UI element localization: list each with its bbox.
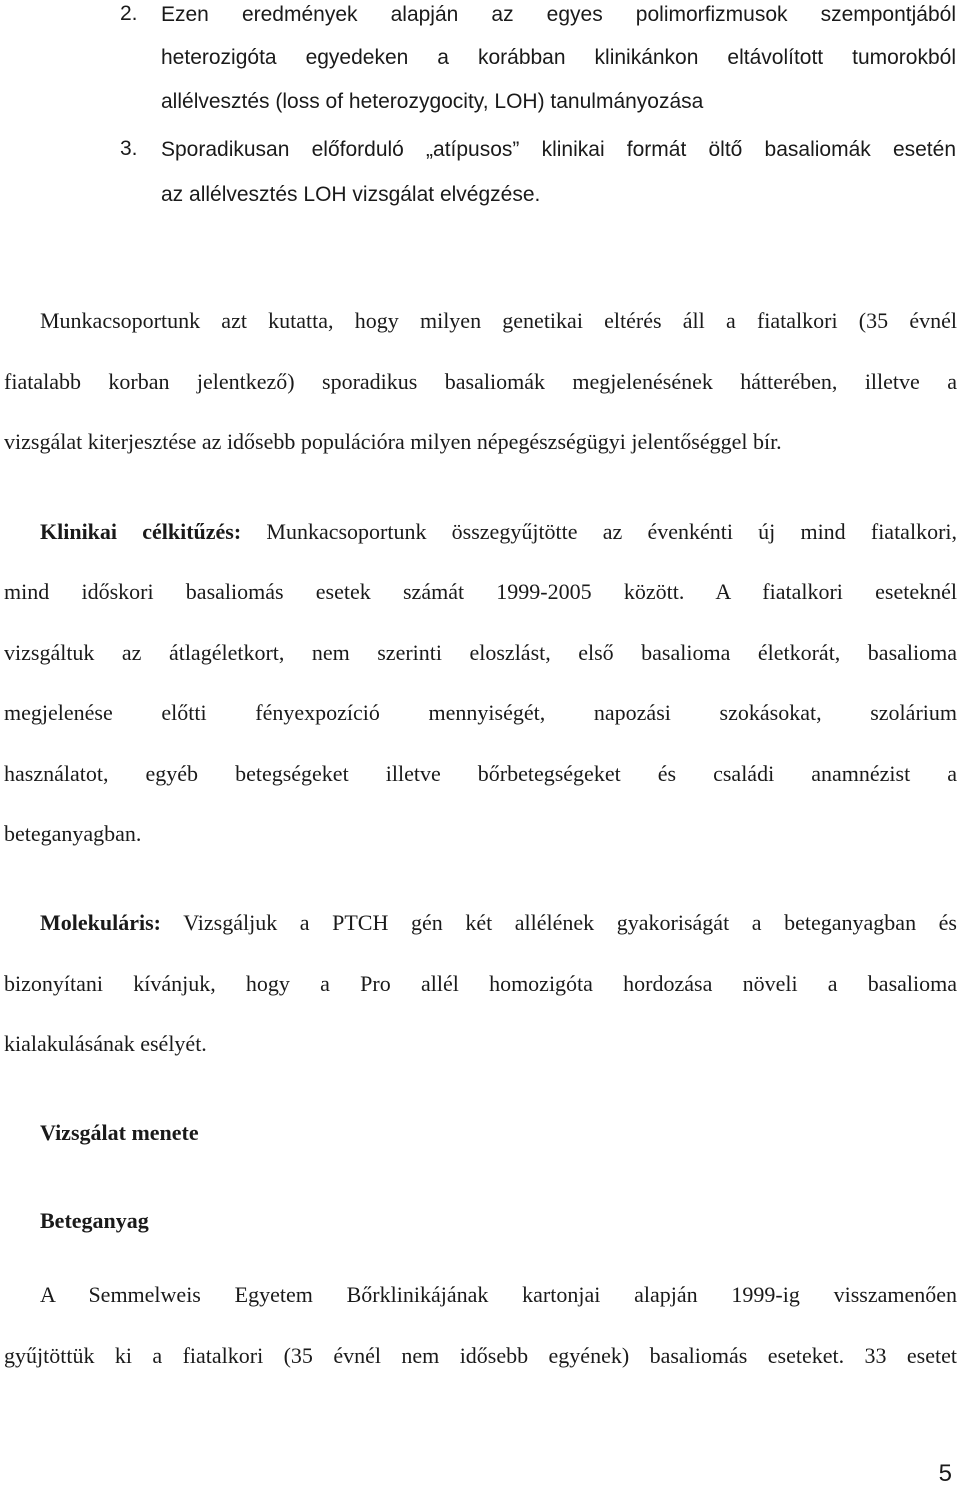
page-number: 5 xyxy=(938,1460,952,1487)
paragraph-line: gyűjtöttük ki a fiatalkori (35 évnél nem idősebb egyének) basaliomás eseteket. 33 esetet xyxy=(4,1343,957,1368)
paragraph-line: beteganyagban. xyxy=(4,821,142,846)
paragraph-line: A Semmelweis Egyetem Bőrklinikájának kartonjai alapján 1999-ig visszamenően xyxy=(40,1282,957,1307)
clinical-first-line-text: Munkacsoportunk összegyűjtötte az évenkénti új mind fiatalkori, xyxy=(241,519,958,544)
subsection-heading: Beteganyag xyxy=(40,1208,149,1233)
paragraph-line: vizsgáltuk az átlagéletkort, nem szerinti eloszlást, első basalioma életkorát, basalioma xyxy=(4,640,957,665)
list-line: Ezen eredmények alapján az egyes polimorfizmusok szempontjából xyxy=(161,3,956,26)
molecular-label: Molekuláris: xyxy=(40,910,161,935)
paragraph-line: használatot, egyéb betegségeket illetve bőrbetegségeket és családi anamnézist a xyxy=(4,761,957,786)
list-line: allélvesztés (loss of heterozygocity, LOH) tanulmányozása xyxy=(161,90,704,113)
section-heading: Vizsgálat menete xyxy=(40,1120,199,1145)
paragraph-line: Munkacsoportunk azt kutatta, hogy milyen genetikai eltérés áll a fiatalkori (35 évnél xyxy=(40,308,957,333)
paragraph-line: vizsgálat kiterjesztése az idősebb populációra milyen népegészségügyi jelentőséggel bír. xyxy=(4,429,782,454)
clinical-label: Klinikai célkitűzés: xyxy=(40,519,242,544)
paragraph-line: fiatalabb korban jelentkező) sporadikus basaliomák megjelenésének hátterében, illetve a xyxy=(4,369,957,394)
list-line: Sporadikusan előforduló „atípusos” klinikai formát öltő basaliomák esetén xyxy=(161,138,956,161)
molecular-first-line-text: Vizsgáljuk a PTCH gén két allélének gyakoriságát a beteganyagban és xyxy=(161,910,957,935)
paragraph-first-line xyxy=(40,517,957,547)
paragraph-line: mind időskori basaliomás esetek számát 1999-2005 között. A fiatalkori eseteknél xyxy=(4,579,957,604)
paragraph-line: bizonyítani kívánjuk, hogy a Pro allél homozigóta hordozása növeli a basalioma xyxy=(4,971,957,996)
paragraph-line: megjelenése előtti fényexpozíció mennyiségét, napozási szokásokat, szolárium xyxy=(4,700,957,725)
list-number: 3. xyxy=(120,137,138,160)
paragraph-first-line xyxy=(40,908,957,938)
list-line: heterozigóta egyedeken a korábban klinikánkon eltávolított tumorokból xyxy=(161,46,956,69)
list-line: az allélvesztés LOH vizsgálat elvégzése. xyxy=(161,183,541,206)
list-number: 2. xyxy=(120,2,138,25)
paragraph-line: kialakulásának esélyét. xyxy=(4,1031,207,1056)
